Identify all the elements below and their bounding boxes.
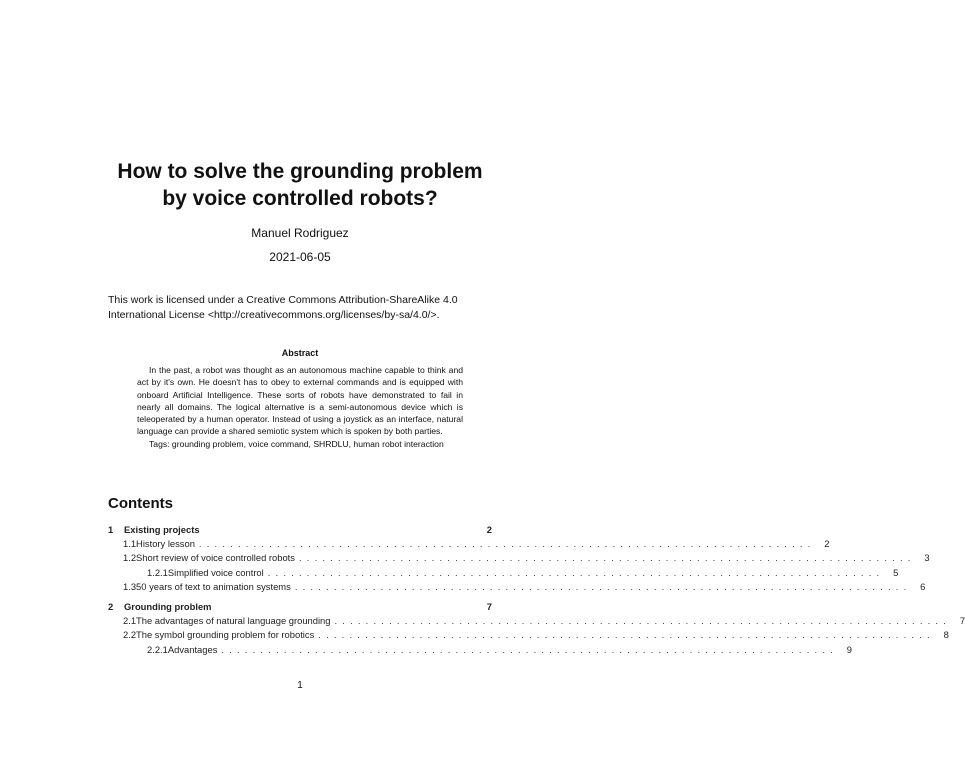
abstract xyxy=(137,364,463,450)
toc-entry-2[interactable] xyxy=(108,601,492,615)
license-notice xyxy=(108,293,508,323)
toc-entry-2-2-1[interactable] xyxy=(108,643,852,658)
contents-heading: Contents xyxy=(108,495,173,512)
author-name: Manuel Rodriguez xyxy=(251,226,349,240)
toc-number: 2.2 xyxy=(123,629,137,641)
toc-page: 2 xyxy=(486,524,492,535)
toc-leader-dots: ............................................................................... xyxy=(221,643,838,655)
toc-leader-dots: ............................................................................... xyxy=(298,552,916,564)
toc-number: 2.2.1 xyxy=(147,643,168,655)
abstract-heading: Abstract xyxy=(281,348,319,358)
publication-date: 2021-06-05 xyxy=(269,250,331,264)
toc-page: 3 xyxy=(924,552,930,564)
toc-leader-dots: ............................................................................... xyxy=(318,629,935,641)
toc-leader-dots: ............................................................................... xyxy=(334,615,952,627)
toc-page: 2 xyxy=(824,538,830,550)
toc-entry-2-1[interactable] xyxy=(108,615,965,629)
toc-leader-dots: ............................................................................... xyxy=(294,580,912,592)
toc-entry-1-3[interactable] xyxy=(108,580,926,595)
toc-entry-1-2[interactable] xyxy=(108,552,930,566)
toc-title: Existing projects xyxy=(124,524,200,535)
toc-number: 1.3 xyxy=(123,580,137,592)
toc-number: 1.1 xyxy=(123,538,137,550)
toc-title: Grounding problem xyxy=(124,600,212,612)
toc-page: 6 xyxy=(920,580,926,592)
toc-title: The advantages of natural language grounding xyxy=(136,615,331,627)
toc-page: 9 xyxy=(846,643,852,655)
license-line-2: International License <http://creativecommons.org/licenses/by-sa/4.0/>. xyxy=(108,309,440,321)
toc-leader-dots: ............................................................................... xyxy=(267,566,885,578)
toc-title: History lesson xyxy=(136,538,195,550)
table-of-contents xyxy=(108,524,965,658)
title-line-1: How to solve the grounding problem xyxy=(117,160,483,183)
title-line-2: by voice controlled robots? xyxy=(162,187,438,210)
toc-title: Simplified voice control xyxy=(167,566,264,578)
toc-title: Short review of voice controlled robots xyxy=(136,552,295,564)
toc-entry-1[interactable] xyxy=(108,524,492,538)
toc-number: 1.2.1 xyxy=(147,566,168,578)
toc-entry-2-2[interactable] xyxy=(108,629,949,643)
toc-page: 7 xyxy=(486,600,492,612)
toc-title: 50 years of text to animation systems xyxy=(136,580,291,592)
toc-number: 1.2 xyxy=(123,552,137,564)
toc-number: 2.1 xyxy=(123,615,137,627)
abstract-tags: Tags: grounding problem, voice command, SHRDLU, human robot interaction xyxy=(149,438,444,449)
license-line-1: This work is licensed under a Creative Commons Attribution-ShareAlike 4.0 xyxy=(108,294,458,306)
toc-page: 5 xyxy=(893,566,899,578)
abstract-text: In the past, a robot was thought as an autonomous machine capable to think and act by it's own. He doesn't has to obey to external commands and is equipped with onboard Artificial Intelligence. These sorts of robots have demonstrated to fail in nearly all domains. The logical alternative is a semi-autonomous device which is teleoperated by a human operator. Instead of using a joystick as an interface, natural language can provide a shared semiotic system which is spoken by both parties. xyxy=(137,365,463,437)
toc-entry-1-2-1[interactable] xyxy=(108,566,899,581)
toc-number: 1 xyxy=(108,524,114,535)
paper-title xyxy=(0,158,600,212)
toc-title: The symbol grounding problem for robotics xyxy=(136,629,315,641)
page-number: 1 xyxy=(297,680,303,691)
toc-entry-1-1[interactable] xyxy=(108,538,830,552)
toc-title: Advantages xyxy=(167,643,218,655)
toc-page: 7 xyxy=(959,615,965,627)
toc-leader-dots: ............................................................................... xyxy=(198,538,816,550)
toc-page: 8 xyxy=(943,629,949,641)
toc-number: 2 xyxy=(108,600,114,612)
